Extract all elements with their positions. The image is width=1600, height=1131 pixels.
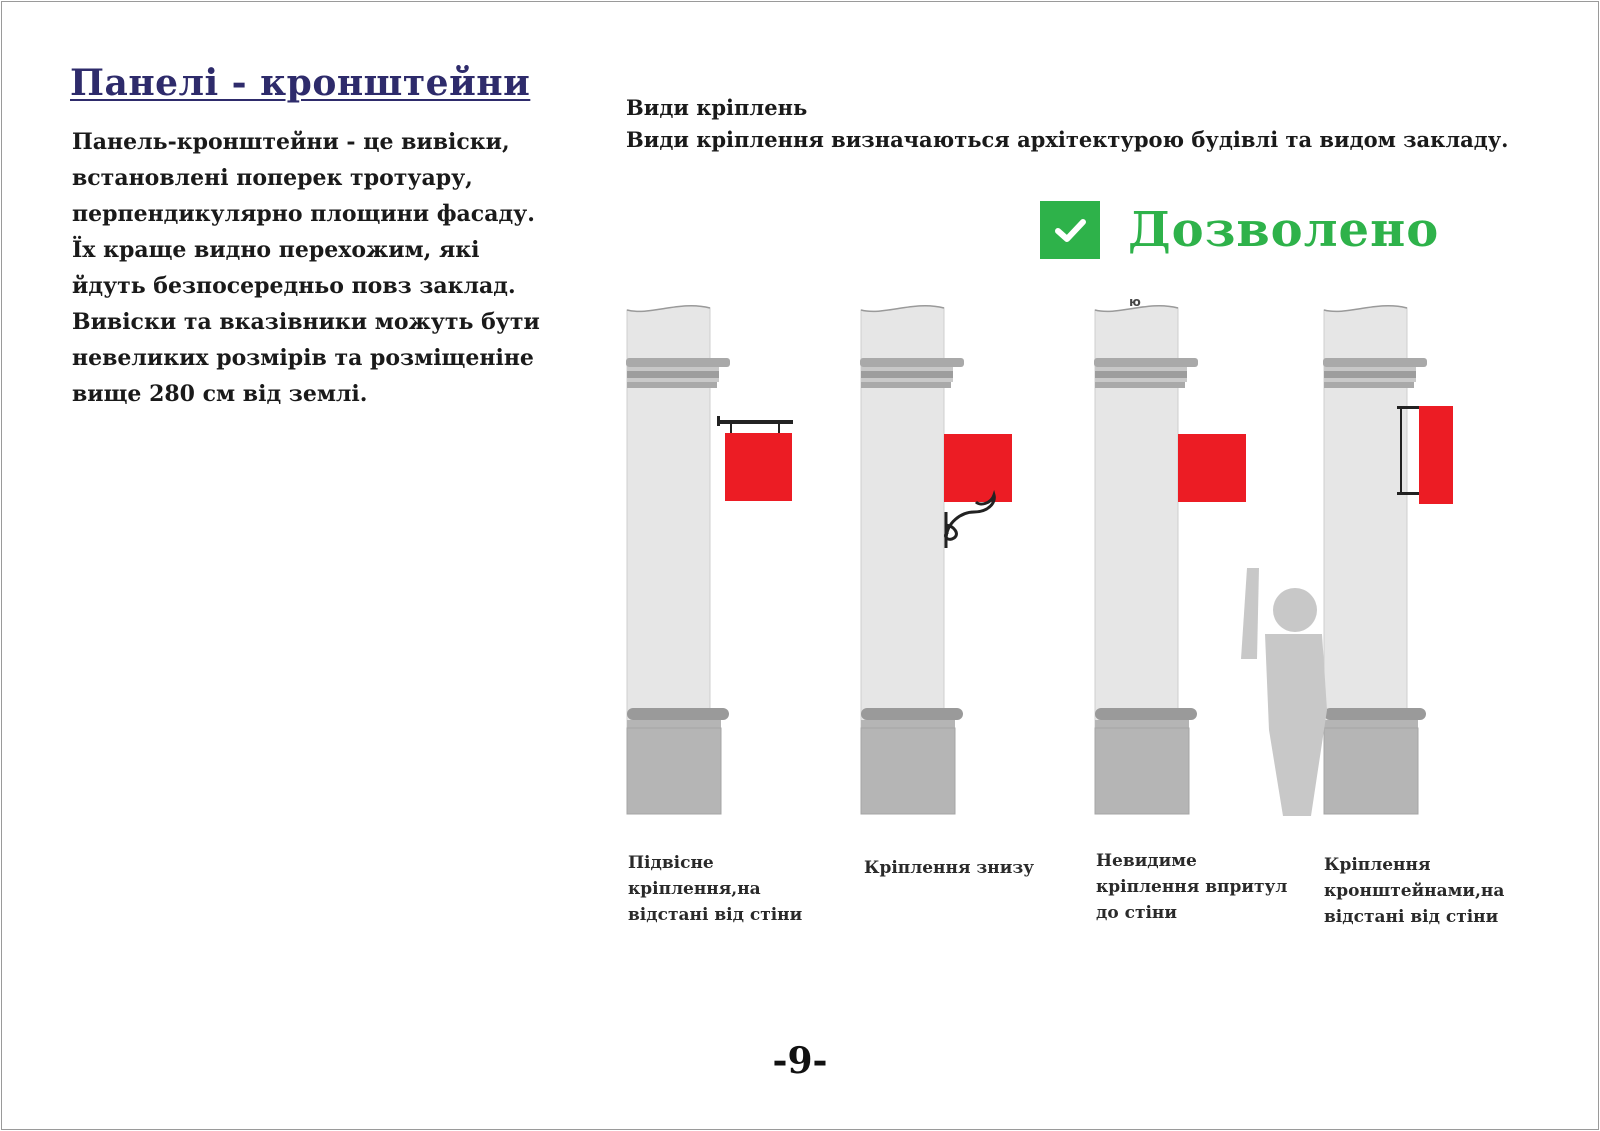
page-number: -9- [772,1040,828,1082]
check-icon [1040,201,1100,259]
caption-line: Невидиме [1096,851,1197,871]
section-subheading: Види кріплення визначаються архітектурою будівлі та видом закладу. [626,127,1509,152]
column-bracket-mount [1241,306,1453,816]
mounting-illustrations [600,290,1520,835]
sign-panel [725,433,792,501]
mounting-types-header [626,92,1509,156]
caption-flush-mount [1096,848,1287,926]
section-heading: Види кріплень [626,95,808,120]
column-bottom-mount [860,306,1012,814]
allowed-badge [1040,200,1439,260]
column-flush-mount [1094,295,1246,814]
intro-line: Їх краще видно перехожим, які [72,237,480,263]
intro-paragraph [72,124,572,412]
caption-bottom-mount [864,855,1034,881]
column-hanging-mount [626,306,793,814]
intro-line: Панель-кронштейни - це вивіски, [72,129,510,155]
scroll-bracket-icon [946,495,995,548]
caption-hanging-mount [628,850,802,928]
caption-line: кронштейнами,на [1324,881,1505,901]
intro-line: невеликих розмірів та розміщеніне [72,345,534,371]
caption-line: відстані від стіни [628,905,803,925]
pedestrian-figure-icon [1241,568,1327,816]
stray-mark: ю [1129,295,1141,309]
caption-line: Кріплення знизу [864,858,1035,878]
allowed-label: Дозволено [1128,202,1440,258]
intro-line: встановлені поперек тротуару, [72,165,473,191]
intro-line: перпендикулярно площини фасаду. [72,201,535,227]
intro-line: йдуть безпосередньо повз заклад. [72,273,516,299]
caption-line: до стіни [1096,903,1177,923]
intro-line: Вивіски та вказівники можуть бути [72,309,540,335]
sign-panel [944,434,1012,502]
caption-line: кріплення впритул [1096,877,1288,897]
caption-line: Підвісне [628,853,714,873]
sign-panel [1178,434,1246,502]
page-title: Панелі - кронштейни [70,62,531,104]
caption-line: відстані від стіни [1324,907,1499,927]
caption-bracket-mount [1324,852,1504,930]
caption-line: Кріплення [1324,855,1431,875]
caption-line: кріплення,на [628,879,761,899]
sign-panel [1419,406,1453,504]
intro-line: вище 280 см від землі. [72,381,368,407]
